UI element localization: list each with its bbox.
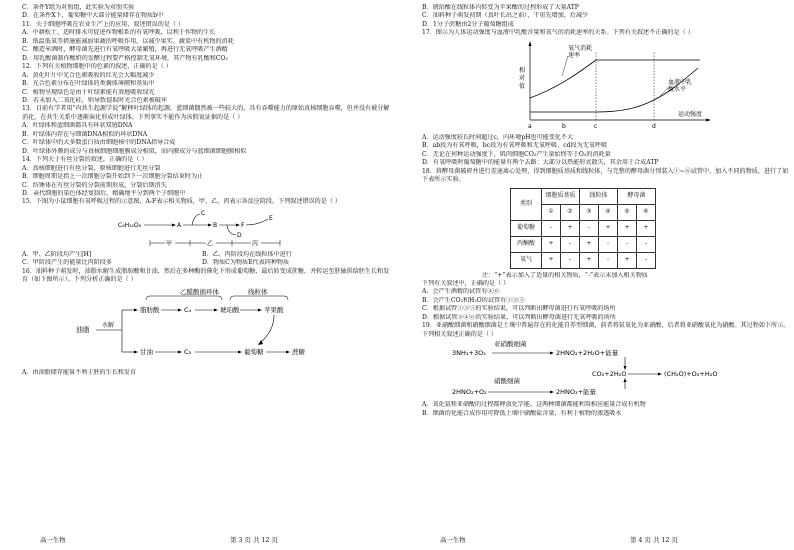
table-cell: -	[542, 220, 561, 236]
question-14: 14．下列关于有丝分裂的叙述，正确的是（ ）	[22, 156, 148, 164]
table-cell: +	[618, 220, 637, 236]
option-line: B．细胞周期是指上一次细胞分裂开始到下一次细胞分裂结束时为止	[22, 173, 204, 181]
option-line: B．ab段为有氧呼吸，bc段为有氧呼吸和无氧呼吸，cd段为无氧呼吸	[422, 142, 608, 150]
curve-arrow	[260, 315, 274, 343]
row-label: 丙酮酸	[511, 236, 542, 252]
option-line: D．物质C为物质E代表同种物质	[202, 259, 290, 267]
oxygen-label: 氧气消耗速率	[568, 44, 593, 59]
chemosynthesis-diagram	[422, 339, 794, 401]
table-cell: +	[580, 252, 599, 268]
table-cell: -	[599, 236, 618, 252]
y-arrow	[529, 41, 532, 46]
arrowhead	[550, 352, 554, 355]
table-note: 注：“+”表示加入了适量的相关物质，“-”表示未加入相关物质	[482, 271, 648, 279]
table-cell: -	[618, 236, 637, 252]
tick-b: b	[562, 122, 566, 130]
glucose-label: 葡萄糖	[244, 347, 264, 356]
respiration-diagram	[22, 207, 394, 251]
text-line: C．条件Y组为对照组，此实验为对照实验	[22, 4, 135, 11]
label-a: A	[177, 221, 182, 229]
question-12: 12．下列有关植物细胞中的色素的叙述，正确的是（ ）	[22, 63, 172, 71]
option-line: C．根据试管①③⑤的实验结果，可以判断出酵母菌进行有氧呼吸的场所	[422, 305, 616, 313]
eq3-left: CO₂+2H₂O	[592, 370, 627, 379]
text-line: D．在条件X下，葡萄糖中大部分能量储存在物质b中	[22, 12, 164, 20]
table-cell: +	[542, 252, 561, 268]
fatty-acid-label: 脂肪酸	[140, 305, 160, 314]
malate-label: 苹果酸	[264, 305, 284, 314]
option-line: D．叶绿体外膜的成分与真核细胞细胞膜成分相似，而内膜成分与蓝细菌细胞膜相似	[22, 147, 247, 155]
left-lines-mid	[22, 122, 394, 207]
option-line: D．若未加入二氧化硅，则导致提取时光合色素被破坏	[22, 96, 168, 104]
option-line: C．纺锤体在有丝分裂的分裂前期形成，分裂后期消失	[22, 181, 167, 189]
arrowhead	[286, 350, 290, 353]
option-line: B．光合色素分布在叶绿体的类囊体薄膜和基质中	[22, 80, 155, 88]
tube-cell: ①	[542, 204, 561, 220]
option-line: B．叶绿体内存在与细菌DNA相似的环状DNA	[22, 130, 148, 138]
q15-options	[22, 251, 394, 268]
tick-d: d	[652, 122, 656, 130]
tick-c: c	[594, 122, 598, 130]
label-f: F	[241, 221, 245, 229]
question-11: 11．关于细胞呼吸在农业生产上的应用，叙述错误的是（ ）	[22, 20, 185, 28]
table-cell: -	[637, 252, 656, 268]
hydrolysis-label: 水解	[102, 321, 115, 329]
option-line: B．细菌的化能合成作用可降低土壤中硝酸盐含量，有利于植物的渗透吸水	[422, 409, 622, 417]
x-label: 运动强度	[678, 110, 703, 118]
option-line: A．中耕松土、适时排水可促进作物根系的有氧呼吸，以利于作物的生长	[22, 29, 216, 37]
tick-a: a	[528, 122, 532, 130]
option-line: D．1分子蔗糖由2分子葡萄糖组成	[422, 20, 514, 28]
tube-cell: ②	[561, 204, 580, 220]
option-line: A．会产生酒精的试管有④⑥	[422, 288, 500, 296]
branch-arrow	[246, 219, 268, 225]
table-cell: +	[561, 220, 580, 236]
mitochondria-label: 线粒体	[248, 287, 268, 296]
arrowhead	[178, 350, 182, 353]
option-line: A．氧化氨和亚硝酸的过程都释放化学能，这两种细菌都能利用相应能量合成有机物	[422, 401, 646, 409]
table-cell: -	[580, 220, 599, 236]
option-line: B．乙、丙阶段均在线粒体中进行	[202, 250, 292, 258]
option-line: D．用乳酸菌制作酸奶的发酵过程要严格控制无氧环境，其产物有乳酸和CO₂	[22, 54, 228, 62]
row-label: 葡萄糖	[511, 220, 542, 236]
question-17: 17．图示为人体运动强度与血液中乳酸含量和氧气的消耗速率的关系。下列有关叙述不正确的是（ ）	[422, 29, 694, 37]
stage-jia: 甲	[166, 240, 173, 248]
eq1-left: 3NH₃+3O₂	[452, 349, 486, 358]
x-arrow	[706, 118, 711, 121]
option-line: A．黄化叶片中光合色素吸收的红光会大幅度减少	[22, 71, 155, 79]
label-c: C	[201, 209, 206, 217]
table-row	[511, 236, 656, 252]
left-footer-page: 第 3 页 共 12 页	[230, 536, 278, 544]
question-15: 15．下图为小鼠细胞有氧呼吸过程的示意图，A-F表示相关物质，甲、乙、丙表示各反应阶段。下列叙述错误的是（ ）	[22, 198, 341, 206]
branch-arrow	[227, 225, 236, 235]
table-cell: +	[580, 236, 599, 252]
option-line: C．叶绿体中的大多数蛋白质由细胞核中的DNA指导合成	[22, 139, 176, 147]
arrowhead	[134, 350, 138, 353]
option-line: B．会产生CO₂和H₂O的试管有①③⑤	[422, 296, 525, 304]
sucrose-label: 蔗糖	[292, 347, 305, 356]
tube-cell: ④	[599, 204, 618, 220]
question-13: 13．目前有学者用“内共生起源学说”解释叶绿体的起源，蓝细菌偶然被一些较大的、具有吞噬能力的原始真核细胞吞噬，但并没有被分解消化，在共生关系中逐渐演化形成叶绿体。下列事实不能作为该假说证据的是（ ）	[22, 105, 390, 121]
option-line: A．运动强度较长时间超过c，内环境pH也可能变化不大	[422, 133, 574, 141]
brace	[146, 296, 222, 300]
arrowhead	[658, 373, 662, 376]
option-line: A．叶绿体和蓝细菌都具有环状双链DNA	[22, 122, 133, 130]
table-cell: -	[637, 236, 656, 252]
left-page	[22, 4, 394, 377]
left-footer-subject: 高一生物	[40, 536, 66, 544]
y-label: 相对值	[519, 66, 526, 90]
option-line: C．油料种子萌发初期（真叶长出之前），干重先增加，后减少	[422, 12, 589, 20]
eq1-right: 2HNO₂+2H₂O+能量	[556, 349, 619, 358]
tube-cell: ③	[580, 204, 599, 220]
lactic-label: 血液中乳酸水平	[668, 78, 693, 93]
nitrite-bacteria-label: 亚硝酸细菌	[494, 340, 527, 349]
question-18: 18．将酵母菌破碎并进行差速离心处理，得到细胞质基质和线粒体，与完整的酵母菌分别装入①~⑥试管中，加入不同的物质，进行了如下表所示实验。	[422, 167, 789, 184]
header-group: 酵母菌	[618, 188, 656, 204]
tube-cell: ⑤	[618, 204, 637, 220]
stage-bing: 丙	[252, 240, 259, 248]
succinate-label: 琥珀酸	[220, 305, 240, 314]
arrowhead	[236, 223, 240, 226]
stage-yi: 乙	[207, 240, 214, 248]
branch-arrow	[192, 214, 200, 225]
arrowhead	[624, 378, 627, 382]
exercise-graph	[422, 38, 794, 134]
c4-label: C₄	[184, 305, 192, 314]
label-d: D	[237, 231, 242, 239]
option-line: D．根据试管②④⑥的实验结果，可以判断出酵母菌进行无氧呼吸的场所	[422, 313, 616, 321]
arrowhead	[214, 308, 218, 311]
arrowhead	[258, 308, 262, 311]
header-group: 线粒体	[580, 188, 618, 204]
right-footer-page: 第 4 页 共 12 页	[630, 536, 678, 544]
glucose-label: C₆H₁₂O₆	[118, 221, 142, 229]
option-line: C．甲阶段产生的能量比丙阶段多	[22, 259, 112, 267]
table-cell: +	[542, 236, 561, 252]
label-e: E	[269, 214, 273, 222]
arrowhead	[178, 308, 182, 311]
table-cell: -	[561, 236, 580, 252]
question-16: 16．油料种子萌发时，油脂水解生成脂肪酸和甘油，然后在多种酶的催化下形成葡萄糖，最后转变成蔗糖，并转运至胚轴供给胚生长和发育（如下图所示）。下列分析正确的是（ ）	[22, 267, 390, 284]
glycerol-label: 甘油	[140, 347, 153, 356]
nitrate-bacteria-label: 硝酸细菌	[494, 377, 520, 386]
option-line: A．甲、乙阶段均产生[H]	[22, 250, 92, 258]
table-cell: +	[599, 220, 618, 236]
eq2-left: 2HNO₂+O₂	[452, 388, 487, 397]
table-row	[511, 252, 656, 268]
table-cell: +	[618, 252, 637, 268]
tube-cell: ⑥	[637, 204, 656, 220]
question-19: 19．亚硝酸细菌和硝酸细菌是土壤中普遍存在的化能自养型细菌，前者将氨氧化为亚硝酸，后者将亚硝酸氧化为硝酸。其过程如下所示。下列相关叙述正确的是（ ）	[422, 322, 790, 338]
arrowhead	[550, 391, 554, 394]
arrowhead	[208, 223, 212, 226]
option-line: D．有氧呼吸时葡萄糖中的能量有两个去路：大部分以热能形式散失，其余用于合成ATP	[422, 159, 659, 167]
c3-label: C₃	[184, 347, 192, 356]
text-line: 下列有关叙述中，正确的是（ ）	[422, 279, 510, 287]
label-b: B	[213, 221, 218, 229]
option-line: C．植物呈现绿色是由于叶绿素能有效地吸收绿光	[22, 88, 155, 96]
option-line: C．酿造米酒时，酵母菌先进行有氧呼吸大量繁殖，再进行无氧呼吸产生酒精	[22, 46, 228, 54]
option-line: A．真核细胞进行有丝分裂，原核细胞进行无丝分裂	[22, 164, 161, 172]
experiment-table	[510, 188, 656, 269]
option-line: B．琥珀酸在线粒体内转变为苹果酸的过程形成了大量ATP	[422, 4, 579, 11]
table-cell: +	[637, 220, 656, 236]
right-footer-subject: 高一生物	[440, 536, 466, 544]
option-line: B．低温低氧等措施能减弱果蔬的呼吸作用，以减少果实、蔬菜中有机物的消耗	[22, 37, 234, 45]
left-lines-top	[22, 4, 394, 105]
leader-line	[562, 56, 568, 76]
row-label: 氧气	[511, 252, 542, 268]
table-cell: -	[599, 252, 618, 268]
option-line: A．由油脂储存能量不利于胚的生长和发育	[22, 368, 137, 376]
eq3-right: (CH₂O)+O₂+H₂O	[664, 370, 718, 379]
oil-conversion-diagram	[22, 285, 394, 369]
glyoxysome-label: 乙醛酸循环体	[180, 287, 219, 296]
right-page	[422, 4, 794, 418]
header-group: 细胞质基质	[542, 188, 580, 204]
arrowhead	[134, 308, 138, 311]
option-line: C．无论在何种运动强度下，肌肉细胞CO₂产生量始终等于O₂的消耗量	[422, 150, 611, 158]
arrowhead	[238, 350, 242, 353]
table-header-row	[511, 188, 656, 204]
table-row	[511, 220, 656, 236]
brace	[230, 296, 288, 300]
oil-label: 油脂	[76, 325, 90, 334]
option-line: D．亲代细胞的染色体经复制后，精确地平分到两个子细胞中	[22, 189, 186, 197]
header-category: 类别	[511, 188, 542, 220]
eq2-right: 2HNO₃+能量	[556, 388, 597, 397]
table-cell: -	[561, 252, 580, 268]
arrowhead	[172, 223, 176, 226]
